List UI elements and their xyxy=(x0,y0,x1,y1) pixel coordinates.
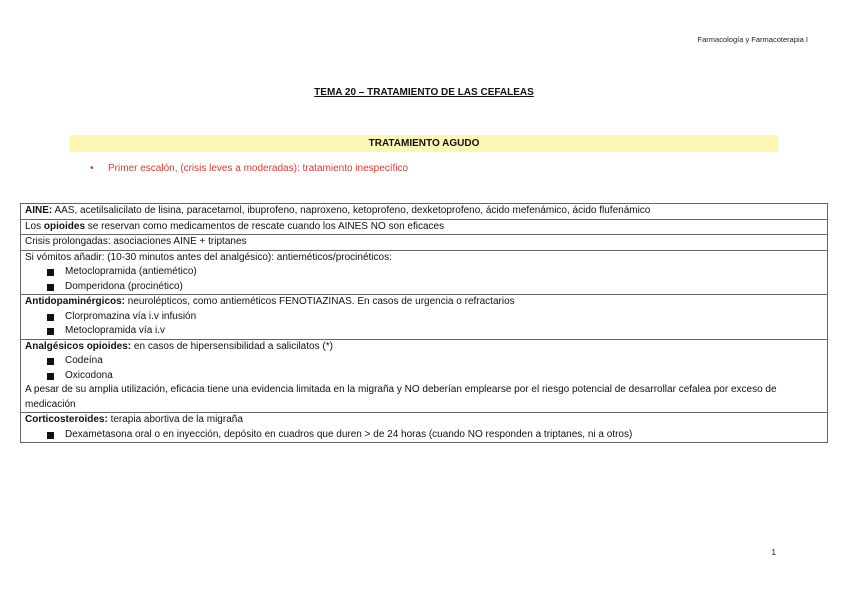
corticosteroides-cell xyxy=(21,413,828,443)
table-row xyxy=(21,295,828,340)
bullet-text: Primer escalón, (crisis leves a moderadas): tratamiento inespecífico xyxy=(108,163,409,174)
crisis-cell: Crisis prolongadas: asociaciones AINE + triptanes xyxy=(21,235,828,251)
table-row xyxy=(21,235,828,251)
vomitos-cell xyxy=(21,250,828,295)
table-row xyxy=(21,204,828,220)
table-row xyxy=(21,413,828,443)
treatment-table xyxy=(20,203,828,443)
analgesicos-line xyxy=(25,340,823,355)
vomitos-intro: Si vómitos añadir: (10-30 minutos antes del analgésico): antieméticos/procinéticos: xyxy=(25,251,392,263)
square-bullet-icon xyxy=(47,314,54,321)
bullet-item xyxy=(90,163,408,174)
square-bullet-icon xyxy=(47,269,54,276)
corticosteroides-text: terapia abortiva de la migraña xyxy=(107,414,243,425)
list-item-text: Metoclopramida (antiemético) xyxy=(65,266,197,277)
list-item xyxy=(25,324,823,339)
aine-label: AINE: xyxy=(25,205,53,216)
opioides-cell xyxy=(21,219,828,235)
list-item-text: Codeína xyxy=(65,355,103,366)
list-item-text: Domperidona (procinético) xyxy=(65,280,183,292)
aine-cell xyxy=(21,204,828,220)
table-row xyxy=(21,250,828,295)
list-item-text: Dexametasona oral o en inyección, depósito en cuadros que duren > de 24 horas (cuando NO responden a triptanes, ni a otros) xyxy=(65,428,633,440)
list-item xyxy=(25,428,823,443)
list-item xyxy=(25,369,823,384)
square-bullet-icon xyxy=(47,284,54,291)
list-item-text: Metoclopramida vía i.v xyxy=(65,325,166,336)
opioides-label: opioides xyxy=(43,220,86,232)
analgesicos-text: en casos de hipersensibilidad a salicilatos (*) xyxy=(131,340,333,352)
opioides-text: se reservan como medicamentos de rescate cuando los AINES NO son eficaces xyxy=(85,220,445,232)
list-item-text: Clorpromazina vía i.v infusión xyxy=(65,310,197,322)
course-header: Farmacología y Farmacoterapia I xyxy=(697,35,808,44)
antidopa-text: neurolépticos, como antieméticos FENOTIAZINAS. En casos de urgencia o refractarios xyxy=(125,296,515,307)
list-item xyxy=(25,354,823,369)
list-item xyxy=(25,265,823,280)
antidopa-line xyxy=(25,295,823,310)
page-title: TEMA 20 – TRATAMIENTO DE LAS CEFALEAS xyxy=(314,87,534,98)
analgesicos-cell xyxy=(21,339,828,413)
antidopa-label: Antidopaminérgicos: xyxy=(25,296,126,307)
analgesicos-label: Analgésicos opioides: xyxy=(25,340,132,352)
analgesicos-note: A pesar de su amplia utilización, eficacia tiene una evidencia limitada en la migraña y NO deberían emplearse por el riesgo potencial de desarrollar cefalea por exceso de medicación xyxy=(25,384,777,410)
list-item-text: Oxicodona xyxy=(65,369,113,381)
page-number: 1 xyxy=(771,548,776,557)
corticosteroides-line xyxy=(25,413,823,428)
square-bullet-icon xyxy=(47,328,54,335)
section-heading: TRATAMIENTO AGUDO xyxy=(70,135,778,152)
square-bullet-icon xyxy=(47,432,54,439)
list-item xyxy=(25,280,823,295)
bullet-dot-icon: • xyxy=(90,163,94,174)
square-bullet-icon xyxy=(47,358,54,365)
antidopa-cell xyxy=(21,295,828,340)
square-bullet-icon xyxy=(47,373,54,380)
table-row xyxy=(21,339,828,413)
opioides-pre: Los xyxy=(25,220,44,232)
aine-text: AAS, acetilsalicilato de lisina, paracetamol, ibuprofeno, naproxeno, ketoprofeno, dexketoprofeno, ácido mefenámico, ácido flufenámico xyxy=(52,205,651,216)
corticosteroides-label: Corticosteroides: xyxy=(25,414,108,425)
table-row xyxy=(21,219,828,235)
list-item xyxy=(25,310,823,325)
